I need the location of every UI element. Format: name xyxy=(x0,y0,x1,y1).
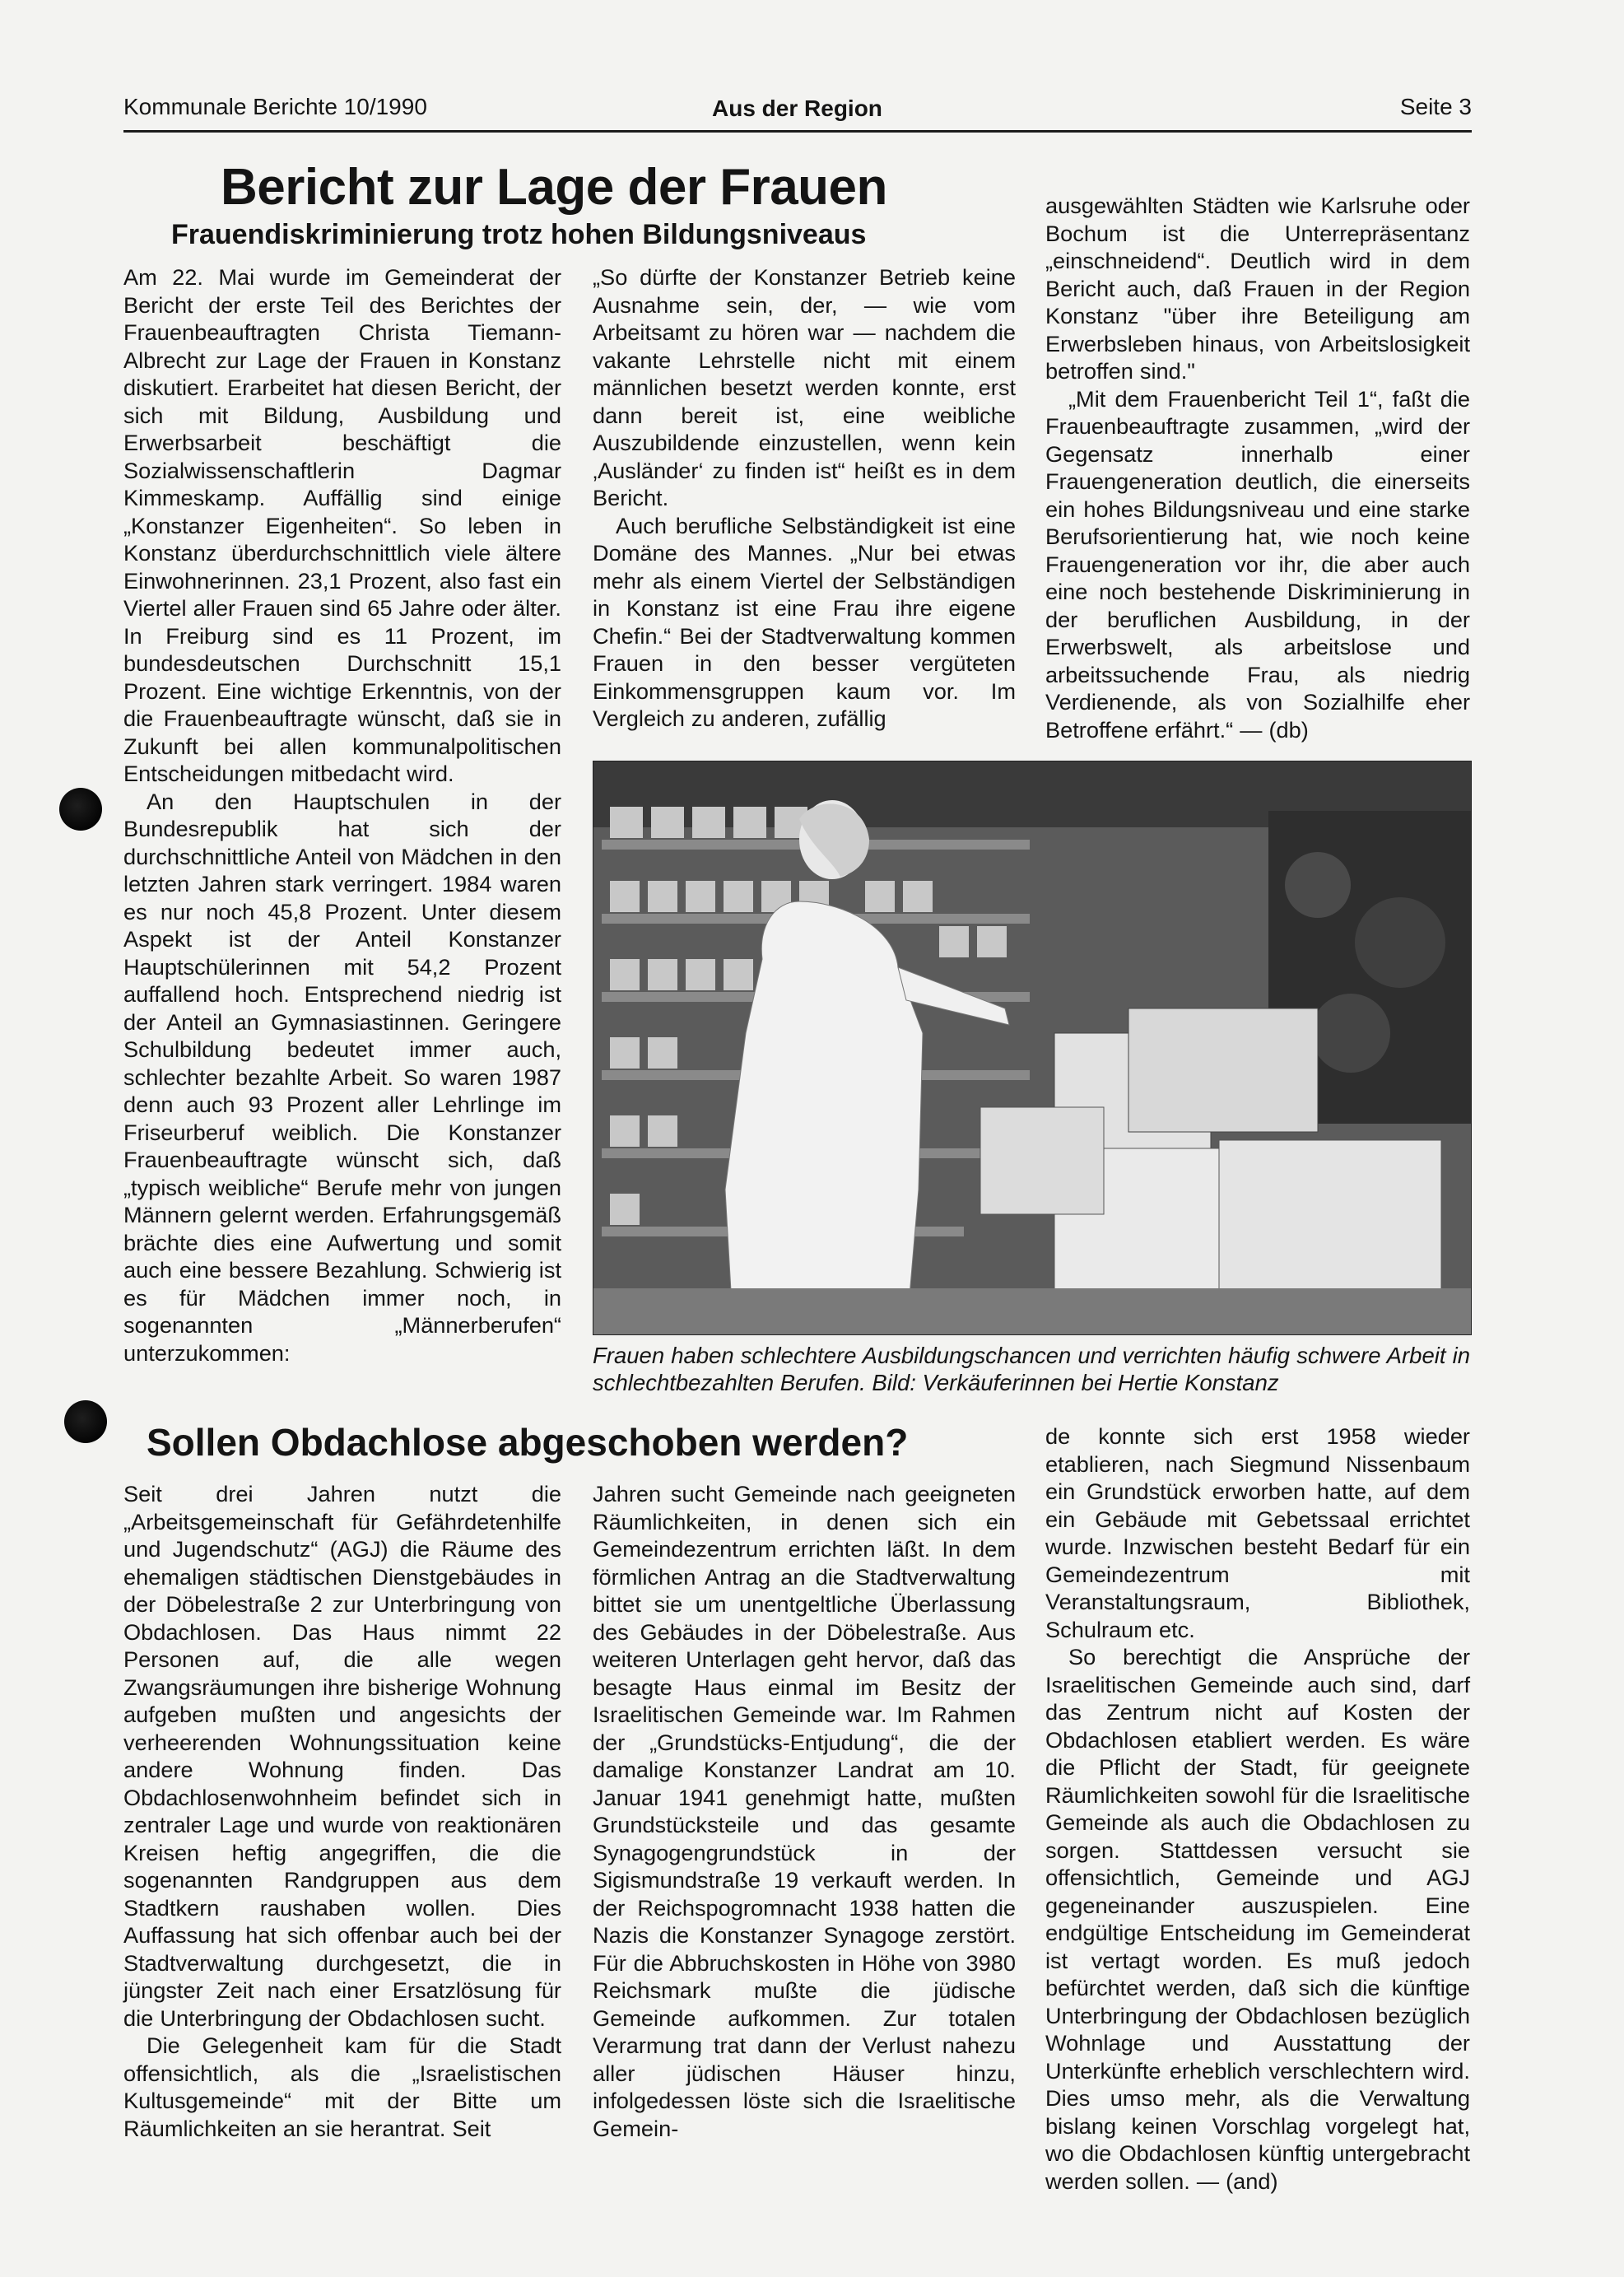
paragraph: de konnte sich erst 1958 wieder etablieren, nach Siegmund Nissenbaum ein Grundstück erworben hatte, auf dem ein Gebäude mit Gebetssaal errichtet wurde. Inzwischen besteht Bedarf für ein Gemeindezentrum mit Veranstaltungsraum, Bibliothek, Schulraum etc. xyxy=(1045,1423,1470,1642)
paragraph: Die Gelegenheit kam für die Stadt offensichtlich, als die „Israelistischen Kultusgemeinde“ mit der Bitte um Räumlichkeiten an sie herantrat. Seit xyxy=(123,2033,561,2141)
page-header xyxy=(123,89,1472,133)
article1-photo xyxy=(593,761,1472,1335)
publication-name: Kommunale Berichte 10/1990 xyxy=(123,94,427,119)
article2-column-1 xyxy=(123,1480,561,2142)
paragraph: An den Hauptschulen in der Bundesrepublik hat sich der durchschnittliche Anteil von Mädchen in den letzten Jahren stark verringert. 1984 waren es nur noch 45,8 Prozent. Unter diesem Aspekt ist der Anteil Konstanzer Hauptschülerinnen mit 54,2 Prozent auffallend hoch. Entsprechend niedrig ist der Anteil an Gymnasiastinnen. Geringere Schulbildung bedeutet immer auch, schlechter bezahlte Arbeit. So waren 1987 denn auch 93 Prozent aller Lehrlinge im Friseurberuf weiblich. Die Konstanzer Frauenbeauftragte wünscht sich, daß „typisch weibliche“ Berufe mehr von jungen Männern gelernt werden. Erfahrungsgemäß brächte dies eine Aufwertung und somit auch eine bessere Bezahlung. Schwierig ist es für Mädchen immer noch, in sogenannten „Männerberufen“ unterzukommen: xyxy=(123,788,561,1366)
paragraph: Jahren sucht Gemeinde nach geeigneten Räumlichkeiten, in denen sich ein Gemeindezentrum errichten läßt. In dem förmlichen Antrag an die Stadtverwaltung bittet sie um unentgeltliche Überlassung des Gebäudes in der Döbelestraße. Aus weiteren Unterlagen geht hervor, daß das besagte Haus einmal im Besitz der Israelitischen Gemeinde war. Im Rahmen der „Grundstücks-Entjudung“, die der damalige Konstanzer Landrat am 10. Januar 1941 genehmigt hatte, mußten Grundstücksteile und das gesamte Synagogengrundstück in der Sigismundstraße 19 verkauft werden. In der Reichspogromnacht 1938 hatten die Nazis die Konstanzer Synagoge zerstört. Für die Abbruchskosten in Höhe von 3980 Reichsmark mußte die jüdische Gemeinde aufkommen. Zur totalen Verarmung trat dann der Verlust nahezu aller jüdischen Häuser hinzu, infolgedessen löste sich die Israelitische Gemein- xyxy=(593,1481,1016,2141)
article1-column-3 xyxy=(1045,192,1470,743)
paragraph: „Mit dem Frauenbericht Teil 1“, faßt die Frauenbeauftragte zusammen, „wird der Gegensatz innerhalb einer Frauengeneration deutlich, die einerseits ein hohes Bildungsniveau und eine starke Berufsorientierung hat, wie noch keine Frauengeneration vor ihr, die aber auch eine noch bestehende Diskriminierung in der beruflichen Ausbildung, in der Erwerbswelt, als arbeitslose und arbeitssuchende Frau, als niedrig Verdienende, als von Sozialhilfe eher Betroffene erfährt.“ — (db) xyxy=(1045,385,1470,743)
article2-column-3 xyxy=(1045,1423,1470,2195)
article1-subheadline: Frauendiskriminierung trotz hohen Bildungsniveaus xyxy=(171,219,867,250)
punch-hole-mark xyxy=(64,1400,107,1443)
paragraph: Am 22. Mai wurde im Gemeinderat der Bericht der erste Teil des Berichtes der Frauenbeauftragten Christa Tiemann-Albrecht zur Lage der Frauen in Konstanz diskutiert. Erarbeitet hat diesen Bericht, der sich mit Bildung, Ausbildung und Erwerbsarbeit beschäftigt die Sozialwissenschaftlerin Dagmar Kimmeskamp. Auffällig sind einige „Konstanzer Eigenheiten“. So leben in Konstanz überdurchschnittlich viele ältere Einwohnerinnen. 23,1 Prozent, also fast ein Viertel aller Frauen sind 65 Jahre oder älter. In Freiburg sind es 11 Prozent, im bundesdeutschen Durchschnitt 15,1 Prozent. Eine wichtige Erkenntnis, von der die Frauenbeauftragte wünscht, daß sie in Zukunft bei allen kommunalpolitischen Entscheidungen mitbedacht wird. xyxy=(123,264,561,786)
paragraph: ausgewählten Städten wie Karlsruhe oder Bochum ist die Unterrepräsentanz „einschneidend“. Deutlich wird in dem Bericht auch, daß Frauen in der Region Konstanz "über ihre Beteiligung am Erwerbsleben hinaus, von Arbeitslosigkeit betroffen sind." xyxy=(1045,193,1470,384)
article2-column-2 xyxy=(593,1480,1016,2142)
article1-column-2 xyxy=(593,263,1016,733)
article1-headline: Bericht zur Lage der Frauen xyxy=(221,159,887,216)
photo-caption: Frauen haben schlechtere Ausbildungschancen und verrichten häufig schwere Arbeit in schlechtbezahlten Berufen. Bild: Verkäuferinnen bei Hertie Konstanz xyxy=(593,1343,1470,1395)
section-title: Aus der Region xyxy=(712,95,882,121)
paragraph: Auch berufliche Selbständigkeit ist eine Domäne des Mannes. „Nur bei etwas mehr als einem Viertel der Selbständigen in Konstanz ist eine Frau ihre eigene Chefin.“ Bei der Stadtverwaltung kommen Frauen in den besser vergüteten Einkommensgruppen kaum vor. Im Vergleich zu anderen, zufällig xyxy=(593,512,1016,731)
paragraph: Seit drei Jahren nutzt die „Arbeitsgemeinschaft für Gefährdetenhilfe und Jugendschutz“ (AGJ) die Räume des ehemaligen städtischen Dienstgebäudes in der Döbelestraße 2 zur Unterbringung von Obdachlosen. Das Haus nimmt 22 Personen auf, die alle wegen Zwangsräumungen ihre bisherige Wohnung aufgeben mußten und angesichts der verheerenden Wohnungssituation keine andere Wohnung finden. Das Obdachlosenwohnheim befindet sich in zentraler Lage und wurde von reaktionären Kreisen heftig angegriffen, die die sogenannten Randgruppen aus dem Stadtkern raushaben wollen. Dies Auffassung hat sich offenbar auch bei der Stadtverwaltung durchgesetzt, die in jüngster Zeit nach einer Ersatzlösung für die Unterbringung der Obdachlosen sucht. xyxy=(123,1481,561,2031)
page-number: Seite 3 xyxy=(1399,94,1472,119)
punch-hole-mark xyxy=(59,788,102,831)
paragraph: „So dürfte der Konstanzer Betrieb keine Ausnahme sein, der, — wie vom Arbeitsamt zu hören war — nachdem die vakante Lehrstelle nicht mit einem männlichen besetzt werden konnte, erst dann bereit ist, eine weibliche Auszubildende einzustellen, wenn kein ‚Ausländer‘ zu finden ist“ heißt es in dem Bericht. xyxy=(593,264,1016,510)
article2-headline: Sollen Obdachlose abgeschoben werden? xyxy=(147,1421,909,1464)
bleed-through-shadow xyxy=(198,119,212,176)
article1-column-1 xyxy=(123,263,561,1367)
paragraph: So berechtigt die Ansprüche der Israelitischen Gemeinde auch sind, darf das Zentrum nicht auf Kosten der Obdachlosen etabliert werden. Es wäre die Pflicht der Stadt, für geeignete Räumlichkeiten sowohl für die Israelitische Gemeinde als auch die Obdachlosen zu sorgen. Stattdessen versucht sie offensichtlich, Gemeinde und AGJ gegeneinander auszuspielen. Eine endgültige Entscheidung im Gemeinderat ist vertagt worden. Es muß jedoch befürchtet werden, daß sich die künftige Unterbringung der Obdachlosen bezüglich Wohnlage und Ausstattung der Unterkünfte erheblich verschlechtern wird. Dies umso mehr, als die Verwaltung bislang keinen Vorschlag vorgelegt hat, wo die Obdachlosen künftig untergebracht werden sollen. — (and) xyxy=(1045,1644,1470,2194)
